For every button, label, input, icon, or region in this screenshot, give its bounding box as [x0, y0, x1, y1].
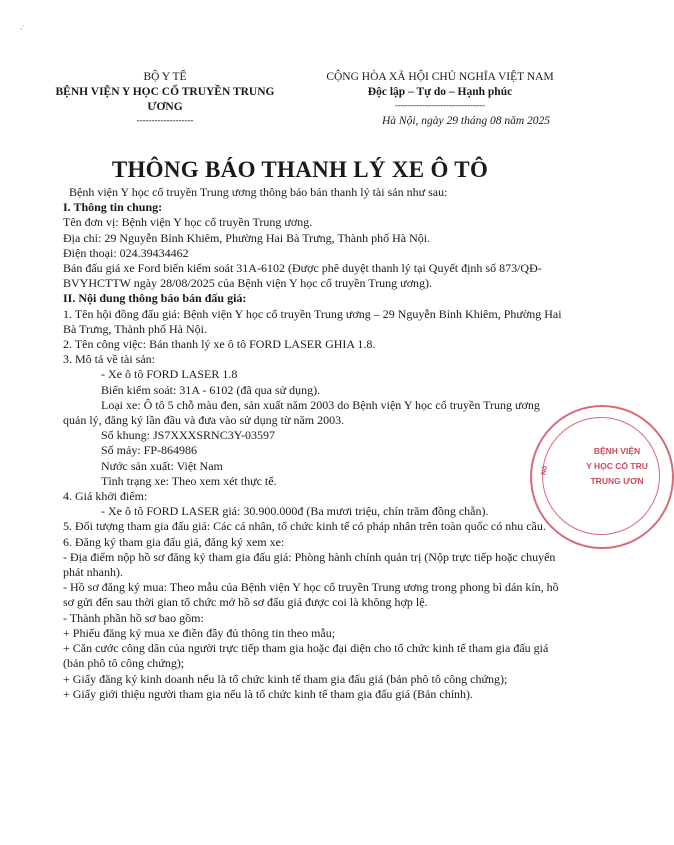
seal-line-2: Y HỌC CỔ TRU [586, 461, 648, 471]
vehicle-type: Loại xe: Ô tô 5 chỗ màu đen, sản xuất năm 2003 do Bệnh viện Y học cổ truyền Trung ương quản lý, đăng ký lần đầu và đưa vào sử dụng từ năm 2003. [63, 397, 540, 428]
component-1: + Phiếu đăng ký mua xe điền đầy đủ thông tin theo mẫu; [63, 625, 336, 640]
official-seal [530, 405, 674, 549]
starting-price-heading: 4. Giá khởi điểm: [63, 489, 148, 504]
submission-place: - Địa điểm nộp hồ sơ đăng ký tham gia đấu giá: Phòng hành chính quản trị (Nộp trực tiếp hoặc chuyển phát nhanh). [63, 549, 556, 580]
application-docs: - Hồ sơ đăng ký mua: Theo mẫu của Bệnh viện Y học cổ truyền Trung ương trong phong bì dán kín, hồ sơ gửi đến sau thời gian tổ chức mở hồ sơ đấu giá được coi là không hợp lệ. [63, 580, 559, 610]
component-2: + Căn cước công dân của người trực tiếp tham gia hoặc đại diện cho tổ chức kinh tế tham gia đấu giá (bản phô tô công chứng); [63, 641, 549, 671]
seal-line-1: BỆNH VIỆN [593, 446, 641, 456]
auction-approval: Bán đấu giá xe Ford biển kiểm soát 31A-6102 (Được phê duyệt thanh lý tại Quyết định số 873/QĐ-BVYHCTTW ngày 28/08/2025 của Bệnh viện Y học cổ truyền Trung ương). [63, 261, 542, 291]
component-3: + Giấy đăng ký kinh doanh nếu là tổ chức kinh tế tham gia đấu giá (bản phô tô công chứng); [63, 671, 508, 686]
document-date: Hà Nội, ngày 29 tháng 08 năm 2025 [381, 115, 550, 127]
country-name: CỘNG HÒA XÃ HỘI CHỦ NGHĨA VIỆT NAM [326, 71, 554, 83]
component-4: + Giấy giới thiệu người tham gia nếu là tổ chức kinh tế tham gia đấu giá (Bản chính). [63, 686, 474, 701]
issuer-header [40, 70, 290, 125]
seal-number: Nô [540, 465, 549, 476]
left-rule: ------------------- [136, 115, 194, 125]
scan-mark: ,· [20, 22, 25, 31]
unit-phone: Điện thoại: 024.39434462 [63, 245, 189, 260]
section-1-heading: I. Thông tin chung: [63, 200, 163, 215]
country-of-manufacture: Nước sản xuất: Việt Nam [101, 458, 223, 473]
national-header [300, 70, 580, 110]
hospital-name: BỆNH VIỆN Y HỌC CỔ TRUYỀN TRUNG ƯƠNG [55, 86, 275, 113]
ministry-name: BỘ Y TẾ [143, 71, 187, 83]
intro-text: Bệnh viện Y học cổ truyền Trung ương thông báo bán thanh lý tài sản như sau: [69, 185, 448, 199]
unit-name: Tên đơn vị: Bệnh viện Y học cổ truyền Trung ương. [63, 215, 313, 230]
section-2-heading: II. Nội dung thông báo bán đấu giá: [63, 291, 247, 306]
job-name: 2. Tên công việc: Bán thanh lý xe ô tô FORD LASER GHIA 1.8. [63, 337, 376, 352]
vehicle-condition: Tình trạng xe: Theo xem xét thực tế. [101, 473, 277, 488]
starting-price: - Xe ô tô FORD LASER giá: 30.900.000đ (Ba mươi triệu, chín trăm đồng chẵn). [101, 504, 489, 519]
license-plate: Biển kiểm soát: 31A - 6102 (đã qua sử dụng). [101, 382, 321, 397]
right-rule: ------------------------------ [395, 100, 485, 110]
asset-description-heading: 3. Mô tả về tài sản: [63, 352, 155, 367]
national-motto: Độc lập – Tự do – Hạnh phúc [367, 86, 513, 98]
chassis-number: Số khung: JS7XXXSRNC3Y-03597 [101, 428, 276, 443]
engine-number: Số máy: FP-864986 [101, 443, 198, 458]
unit-address: Địa chỉ: 29 Nguyễn Bỉnh Khiêm, Phường Hai Bà Trưng, Thành phố Hà Nội. [63, 230, 431, 245]
car-model: - Xe ô tô FORD LASER 1.8 [101, 367, 238, 382]
document-title: THÔNG BÁO THANH LÝ XE Ô TÔ [111, 157, 489, 182]
eligible-bidders: 5. Đối tượng tham gia đấu giá: Các cá nhân, tổ chức kinh tế có pháp nhân trên toàn quốc có nhu cầu. [63, 519, 546, 534]
document-body [63, 185, 563, 702]
components-heading: - Thành phần hồ sơ bao gồm: [63, 610, 204, 625]
registration-heading: 6. Đăng ký tham gia đấu giá, đăng ký xem xe: [63, 534, 285, 549]
seal-line-3: TRUNG ƯƠN [590, 476, 644, 486]
council-name: 1. Tên hội đồng đấu giá: Bệnh viện Y học cổ truyền Trung ương – 29 Nguyễn Bỉnh Khiêm, Phường Hai Bà Trưng, Thành phố Hà Nội. [63, 306, 562, 336]
